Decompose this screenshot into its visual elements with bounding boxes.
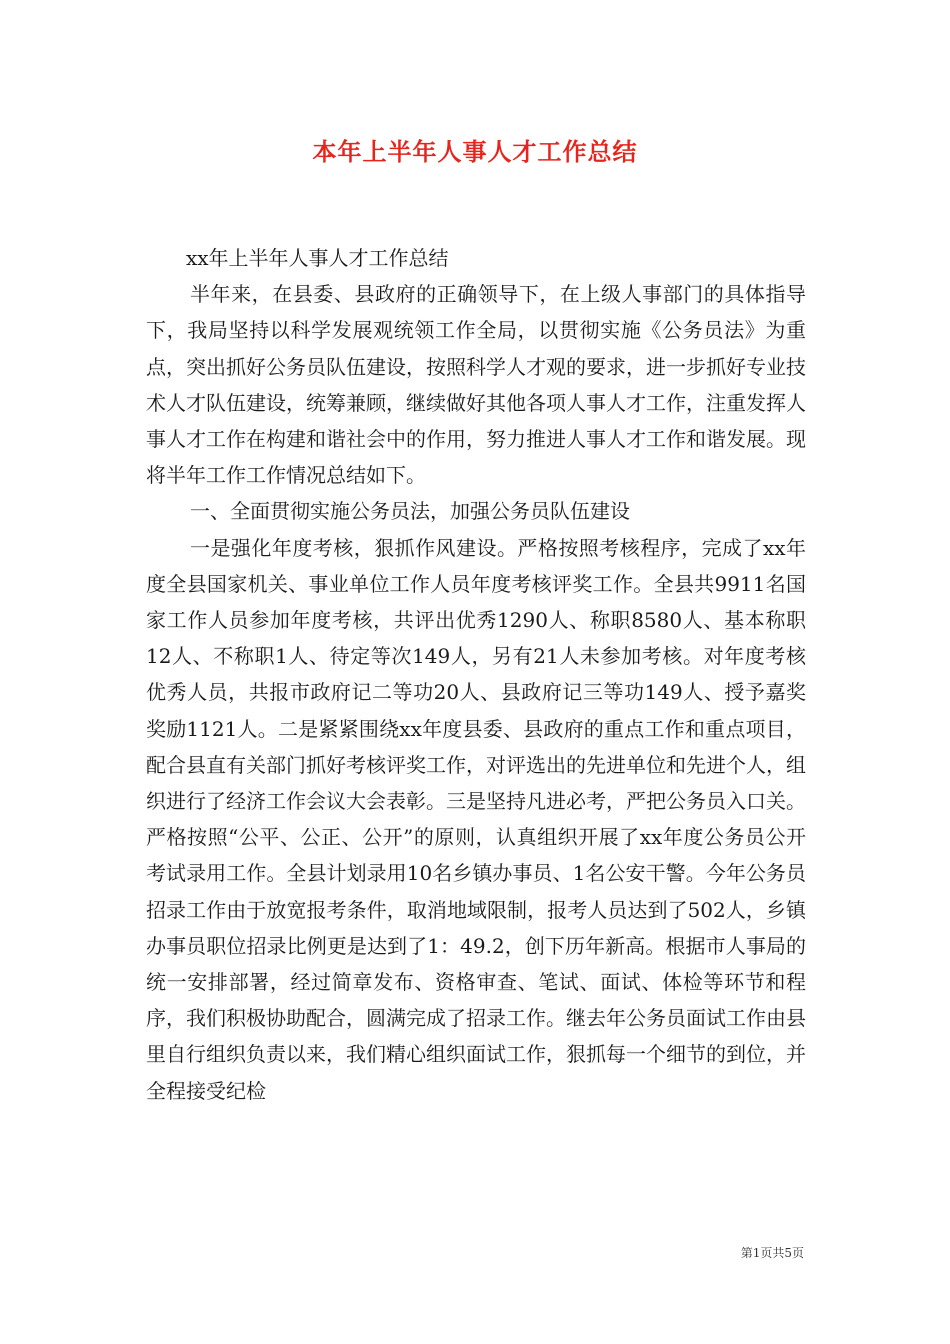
page-number: 第1页共5页: [740, 1246, 804, 1260]
section-heading: 一、全面贯彻实施公务员法，加强公务员队伍建设: [190, 499, 630, 524]
intro-paragraph: 半年来，在县委、县政府的正确领导下，在上级人事部门的具体指导下，我局坚持以科学发展观统领工作全局，以贯彻实施《公务员法》为重点，突出抓好公务员队伍建设，按照科学人才观的要求，进一步抓好专业技术人才队伍建设，统筹兼顾，继续做好其他各项人事人才工作，注重发挥人事人才工作在构建和谐社会中的作用，努力推进人事人才工作和谐发展。现将半年工作工作情况总结如下。: [146, 282, 806, 488]
document-subtitle: xx年上半年人事人才工作总结: [186, 246, 449, 270]
document-title: 本年上半年人事人才工作总结: [312, 138, 638, 166]
body-paragraph: 一是强化年度考核，狠抓作风建设。严格按照考核程序，完成了xx年度全县国家机关、事业单位工作人员年度考核评奖工作。全县共9911名国家工作人员参加年度考核，共评出优秀1290人、称职8580人、基本称职12人、不称职1人、待定等次149人，另有21人未参加考核。对年度考核优秀人员，共报市政府记二等功20人、县政府记三等功149人、授予嘉奖奖励1121人。二是紧紧围绕xx年度县委、县政府的重点工作和重点项目，配合县直有关部门抓好考核评奖工作，对评选出的先进单位和先进个人，组织进行了经济工作会议大会表彰。三是坚持凡进必考，严把公务员入口关。严格按照“公平、公正、公开”的原则，认真组织开展了xx年度公务员公开考试录用工作。全县计划录用10名乡镇办事员、1名公安干警。今年公务员招录工作由于放宽报考条件，取消地域限制，报考人员达到了502人，乡镇办事员职位招录比例更是达到了1：49.2，创下历年新高。根据市人事局的统一安排部署，经过简章发布、资格审查、笔试、面试、体检等环节和程序，我们积极协助配合，圆满完成了招录工作。继去年公务员面试工作由县里自行组织负责以来，我们精心组织面试工作，狠抓每一个细节的到位，并全程接受纪检: [146, 535, 806, 1103]
document-body: [146, 240, 806, 1109]
